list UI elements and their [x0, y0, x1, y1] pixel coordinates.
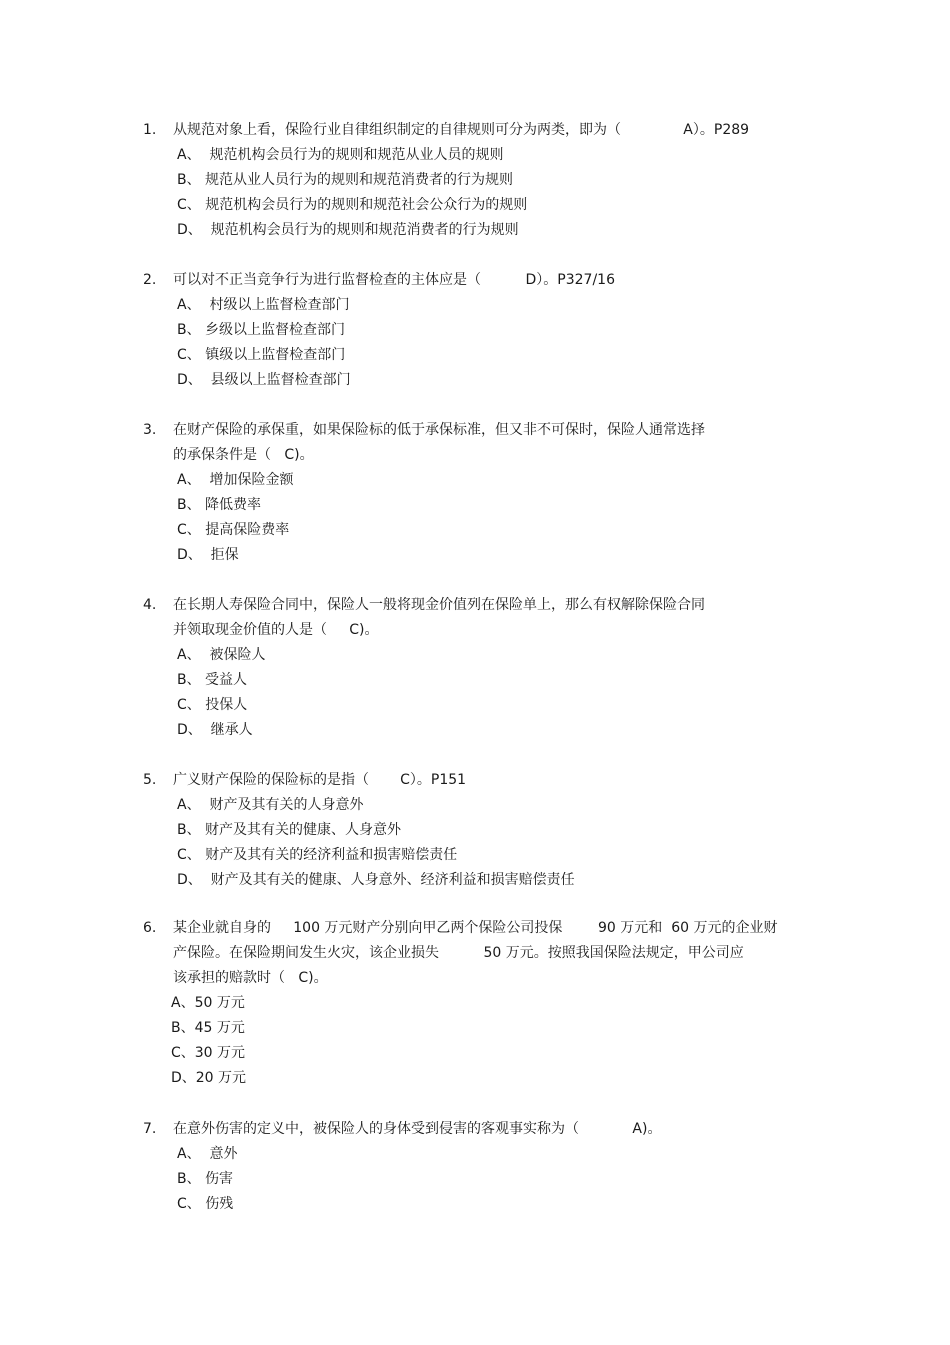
question-stem-line: [143, 120, 823, 145]
question-5: [143, 770, 823, 895]
question-stem: 从规范对象上看，保险行业自律组织制定的自律规则可分为两类，即为（ A）。P289: [173, 122, 750, 138]
question-1: [143, 120, 823, 245]
answer-option: A、 村级以上监督检查部门: [177, 297, 350, 313]
question-6: [143, 918, 823, 1093]
answer-option: D、 财产及其有关的健康、人身意外、经济利益和损害赔偿责任: [177, 872, 575, 888]
answer-option: A、 被保险人: [177, 647, 266, 663]
answer-option: B、 乡级以上监督检查部门: [177, 322, 346, 338]
question-stem-continuation: 的承保条件是（ C)。: [173, 447, 314, 463]
question-4: [143, 595, 823, 745]
question-stem-line: [143, 918, 823, 943]
question-3: [143, 420, 823, 570]
answer-option: B、 规范从业人员行为的规则和规范消费者的行为规则: [177, 172, 514, 188]
answer-option: B、 降低费率: [177, 497, 262, 513]
answer-option: B、45 万元: [171, 1020, 245, 1036]
answer-option: D、 拒保: [177, 547, 239, 563]
question-stem: 在财产保险的承保重，如果保险标的低于承保标准，但又非不可保时，保险人通常选择: [173, 422, 705, 438]
question-stem: 可以对不正当竞争行为进行监督检查的主体应是（ D）。P327/16: [173, 272, 615, 288]
question-2: [143, 270, 823, 395]
question-stem-continuation: 产保险。在保险期间发生火灾，该企业损失 50 万元。按照我国保险法规定，甲公司应: [173, 945, 744, 961]
answer-option: D、20 万元: [171, 1070, 247, 1086]
answer-option: A、 规范机构会员行为的规则和规范从业人员的规则: [177, 147, 504, 163]
answer-option: D、 规范机构会员行为的规则和规范消费者的行为规则: [177, 222, 519, 238]
question-stem: 在长期人寿保险合同中，保险人一般将现金价值列在保险单上，那么有权解除保险合同: [173, 597, 705, 613]
answer-option: C、 规范机构会员行为的规则和规范社会公众行为的规则: [177, 197, 528, 213]
question-stem-line: [143, 270, 823, 295]
question-stem-line: [143, 770, 823, 795]
question-stem-continuation: 并领取现金价值的人是（ C)。: [173, 622, 379, 638]
answer-option: B、 受益人: [177, 672, 248, 688]
question-number: 4.: [143, 597, 157, 613]
question-stem: 广义财产保险的保险标的是指（ C）。P151: [173, 772, 467, 788]
question-stem: 在意外伤害的定义中，被保险人的身体受到侵害的客观事实称为（ A)。: [173, 1121, 662, 1137]
answer-option: C、 伤残: [177, 1196, 234, 1212]
question-number: 6.: [143, 920, 157, 936]
question-number: 3.: [143, 422, 157, 438]
answer-option: A、 意外: [177, 1146, 238, 1162]
answer-option: A、50 万元: [171, 995, 245, 1011]
question-number: 1.: [143, 122, 157, 138]
question-number: 7.: [143, 1121, 157, 1137]
answer-option: C、30 万元: [171, 1045, 246, 1061]
question-stem: 某企业就自身的 100 万元财产分别向甲乙两个保险公司投保 90 万元和 60 万元的企业财: [173, 920, 778, 936]
question-7: [143, 1119, 823, 1219]
question-stem-line: [143, 595, 823, 620]
answer-option: A、 增加保险金额: [177, 472, 294, 488]
answer-option: B、 伤害: [177, 1171, 234, 1187]
answer-option: C、 投保人: [177, 697, 248, 713]
answer-option: C、 镇级以上监督检查部门: [177, 347, 346, 363]
question-stem-line: [143, 1119, 823, 1144]
answer-option: C、 财产及其有关的经济利益和损害赔偿责任: [177, 847, 458, 863]
answer-option: A、 财产及其有关的人身意外: [177, 797, 364, 813]
answer-option: D、 县级以上监督检查部门: [177, 372, 351, 388]
answer-option: B、 财产及其有关的健康、人身意外: [177, 822, 402, 838]
answer-option: C、 提高保险费率: [177, 522, 290, 538]
question-number: 2.: [143, 272, 157, 288]
question-number: 5.: [143, 772, 157, 788]
question-stem-continuation: 该承担的赔款时（ C)。: [173, 970, 328, 986]
question-stem-line: [143, 420, 823, 445]
answer-option: D、 继承人: [177, 722, 253, 738]
